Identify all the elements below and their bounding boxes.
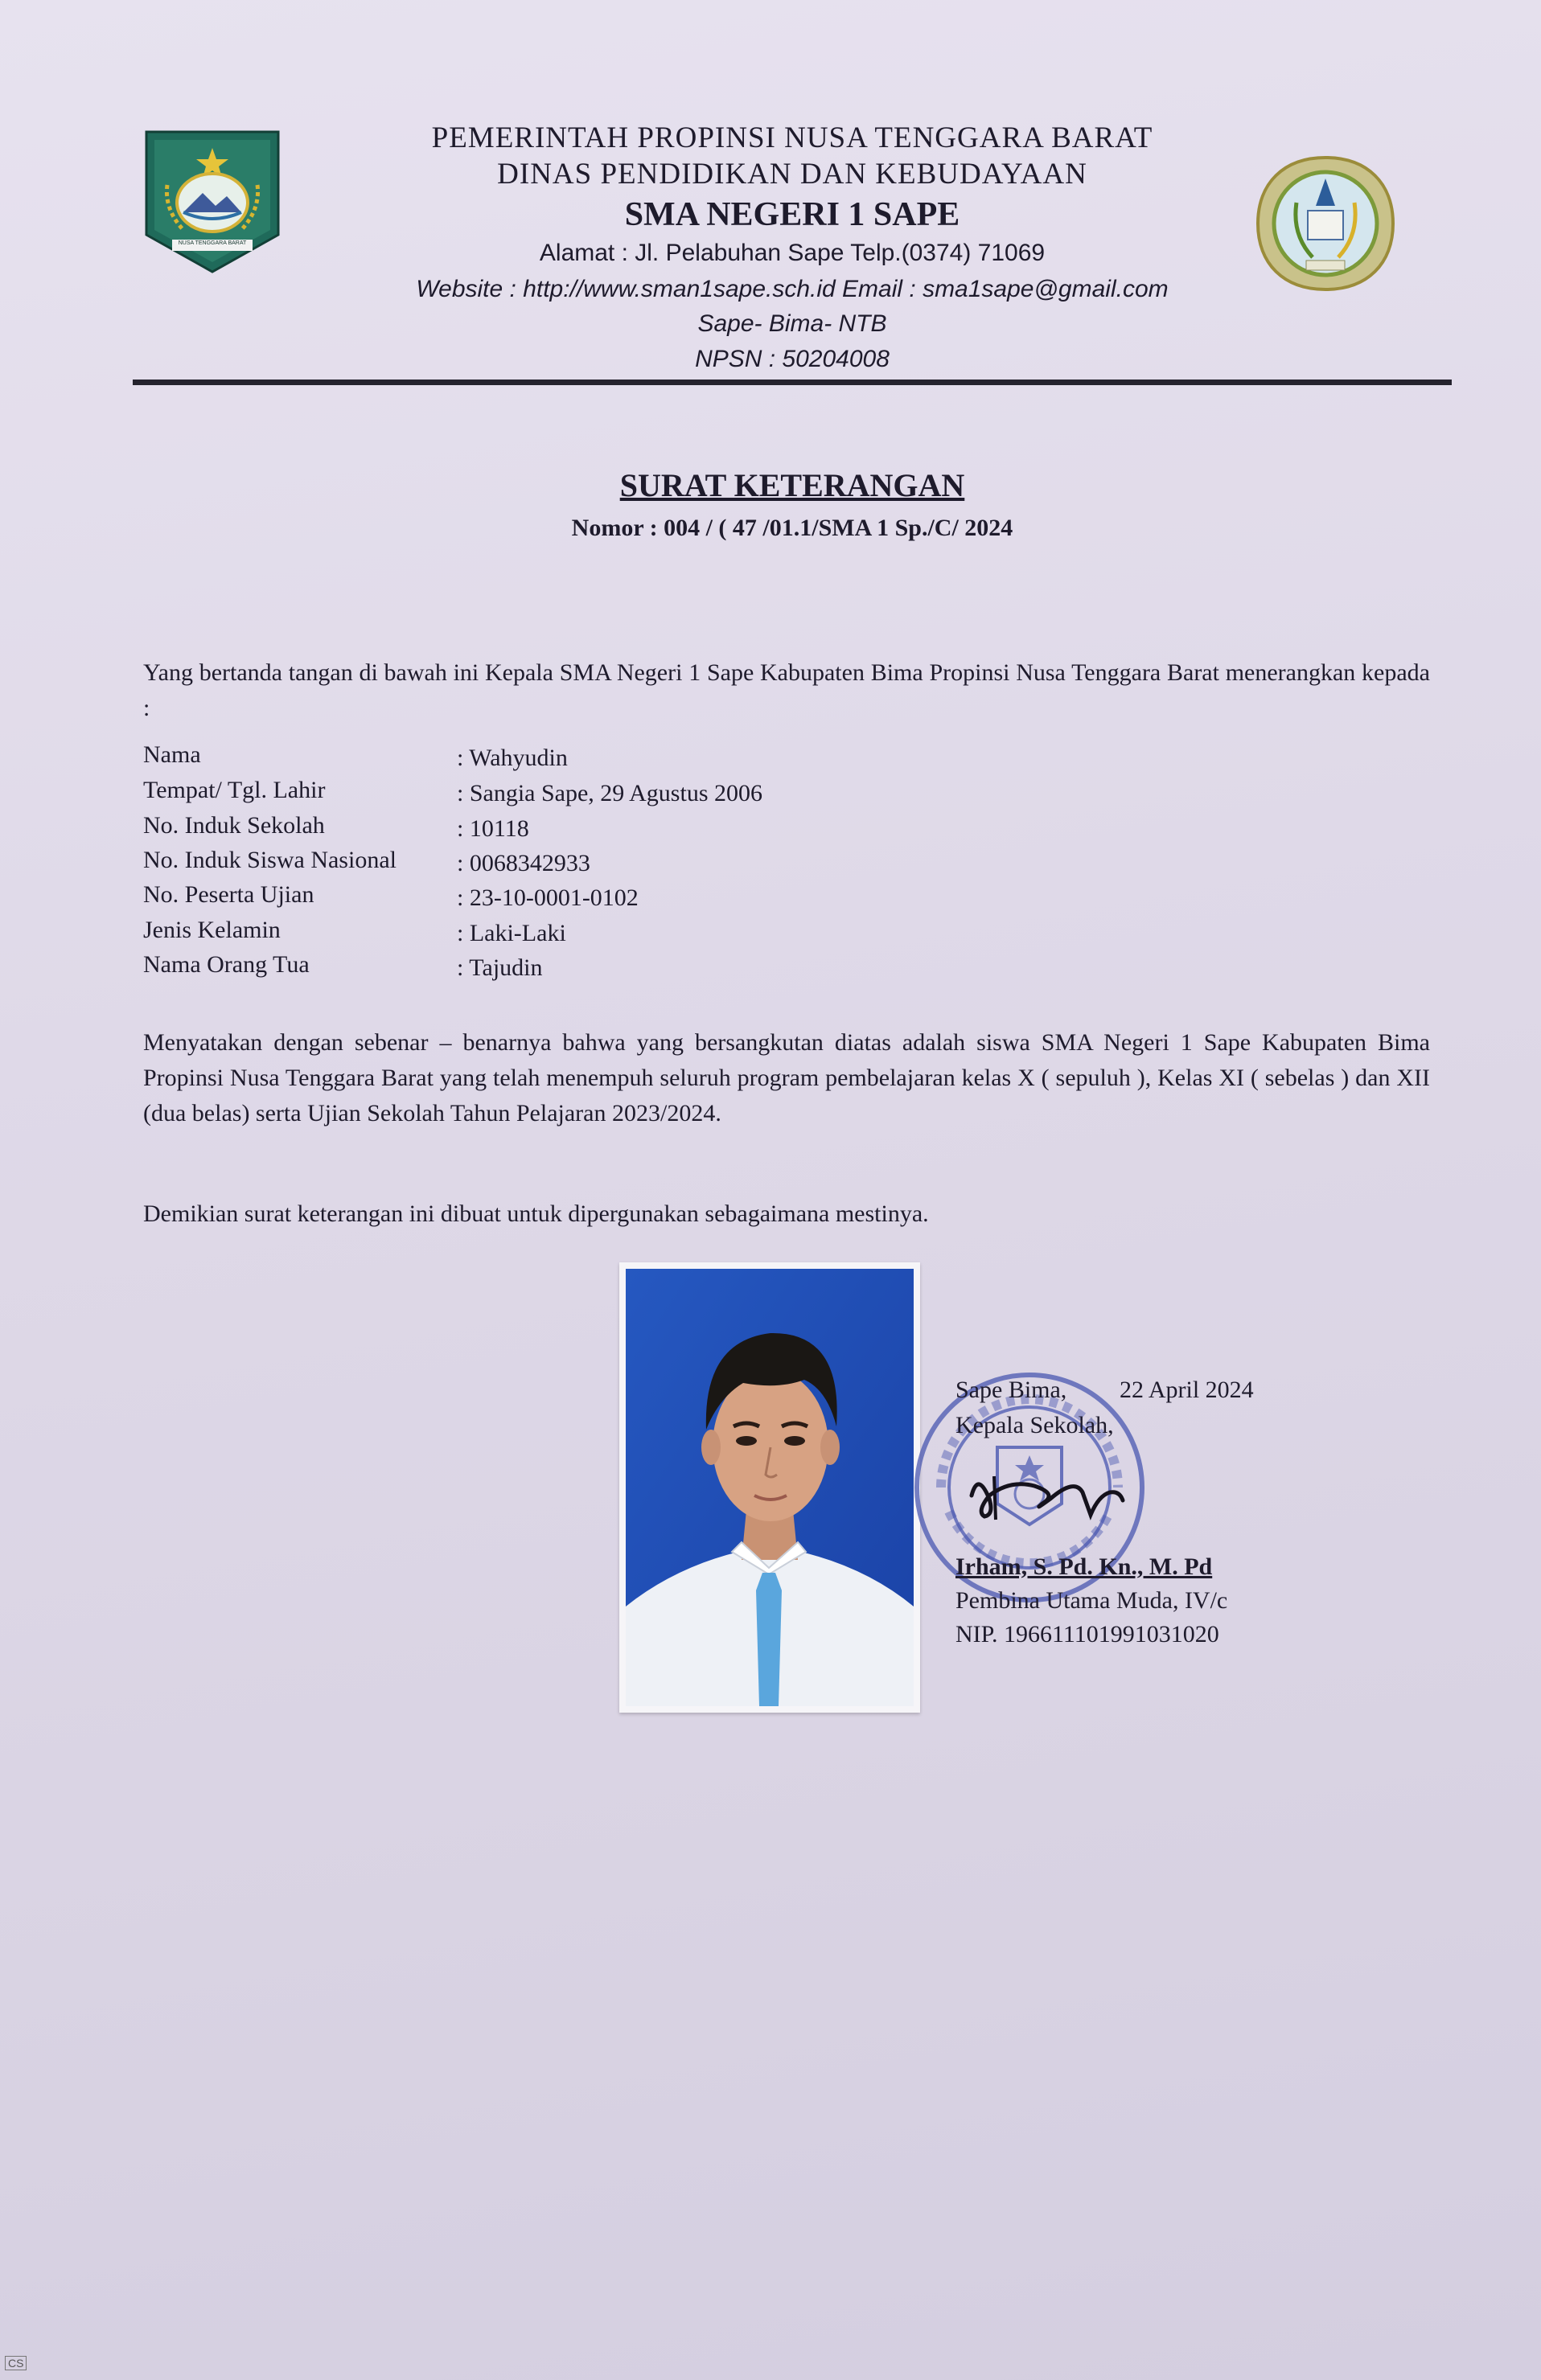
field-value-name: : Wahyudin: [457, 745, 568, 771]
provincial-emblem-icon: [143, 129, 281, 275]
signature-position: Kepala Sekolah,: [955, 1412, 1114, 1438]
field-label-birth: Tempat/ Tgl. Lahir: [143, 777, 326, 803]
student-portrait-image: [626, 1269, 914, 1706]
field-label-nisn: No. Induk Siswa Nasional: [143, 847, 397, 873]
closing-paragraph: Demikian surat keterangan ini dibuat untuk dipergunakan sebagaimana mestinya.: [143, 1200, 929, 1227]
field-value-nisn: : 0068342933: [457, 850, 590, 876]
letterhead-divider: [133, 380, 1452, 385]
field-value-parent: : Tajudin: [457, 954, 543, 981]
signatory-name: Irham, S. Pd. Kn., M. Pd: [955, 1553, 1213, 1580]
field-label-gender: Jenis Kelamin: [143, 917, 281, 943]
handwritten-signature-icon: [962, 1447, 1139, 1536]
statement-paragraph: Menyatakan dengan sebenar – benarnya bahwa yang bersangkutan diatas adalah siswa SMA Negeri 1 Sape Kabupaten Bima Propinsi Nusa Tenggara Barat yang telah menempuh seluruh program pembelajaran kelas X ( sepuluh ), Kelas XI ( sebelas ) dan XII (dua belas) serta Ujian Sekolah Tahun Pelajaran 2023/2024.: [143, 1029, 1430, 1126]
school-logo-icon: [1255, 154, 1396, 293]
letterhead-government: PEMERINTAH PROPINSI NUSA TENGGARA BARAT: [431, 121, 1153, 154]
intro-paragraph: Yang bertanda tangan di bawah ini Kepala SMA Negeri 1 Sape Kabupaten Bima Propinsi Nusa Tenggara Barat menerangkan kepada :: [143, 659, 1430, 721]
letter-number: Nomor : 004 / ( 47 /01.1/SMA 1 Sp./C/ 2024: [571, 515, 1013, 541]
student-photo: [619, 1262, 920, 1713]
field-value-birth: : Sangia Sape, 29 Agustus 2006: [457, 780, 762, 806]
letterhead-school-name: SMA NEGERI 1 SAPE: [624, 196, 960, 233]
letterhead-website-email: Website : http://www.sman1sape.sch.id Email : sma1sape@gmail.com: [416, 276, 1169, 302]
letterhead-department: DINAS PENDIDIKAN DAN KEBUDAYAAN: [497, 158, 1087, 191]
signature-date: 22 April 2024: [1120, 1377, 1254, 1403]
scanner-logo-icon: CS: [5, 2356, 27, 2370]
field-label-school-id: No. Induk Sekolah: [143, 812, 325, 839]
emblem-caption: NUSA TENGGARA BARAT: [178, 240, 247, 246]
field-value-school-id: : 10118: [457, 815, 529, 842]
signatory-nip: NIP. 196611101991031020: [955, 1621, 1219, 1648]
field-label-parent: Nama Orang Tua: [143, 951, 310, 978]
letterhead-city: Sape- Bima- NTB: [697, 310, 887, 337]
field-label-exam-number: No. Peserta Ujian: [143, 881, 314, 908]
letterhead-address: Alamat : Jl. Pelabuhan Sape Telp.(0374) 71069: [539, 240, 1046, 266]
field-value-gender: : Laki-Laki: [457, 920, 566, 946]
field-label-name: Nama: [143, 741, 201, 768]
letter-title: SURAT KETERANGAN: [619, 467, 965, 503]
field-value-exam-number: : 23-10-0001-0102: [457, 884, 639, 911]
letterhead-npsn: NPSN : 50204008: [695, 346, 890, 372]
scanner-watermark: [5, 2356, 27, 2371]
signature-place: Sape Bima,: [955, 1377, 1067, 1403]
signatory-rank: Pembina Utama Muda, IV/c: [955, 1587, 1228, 1614]
